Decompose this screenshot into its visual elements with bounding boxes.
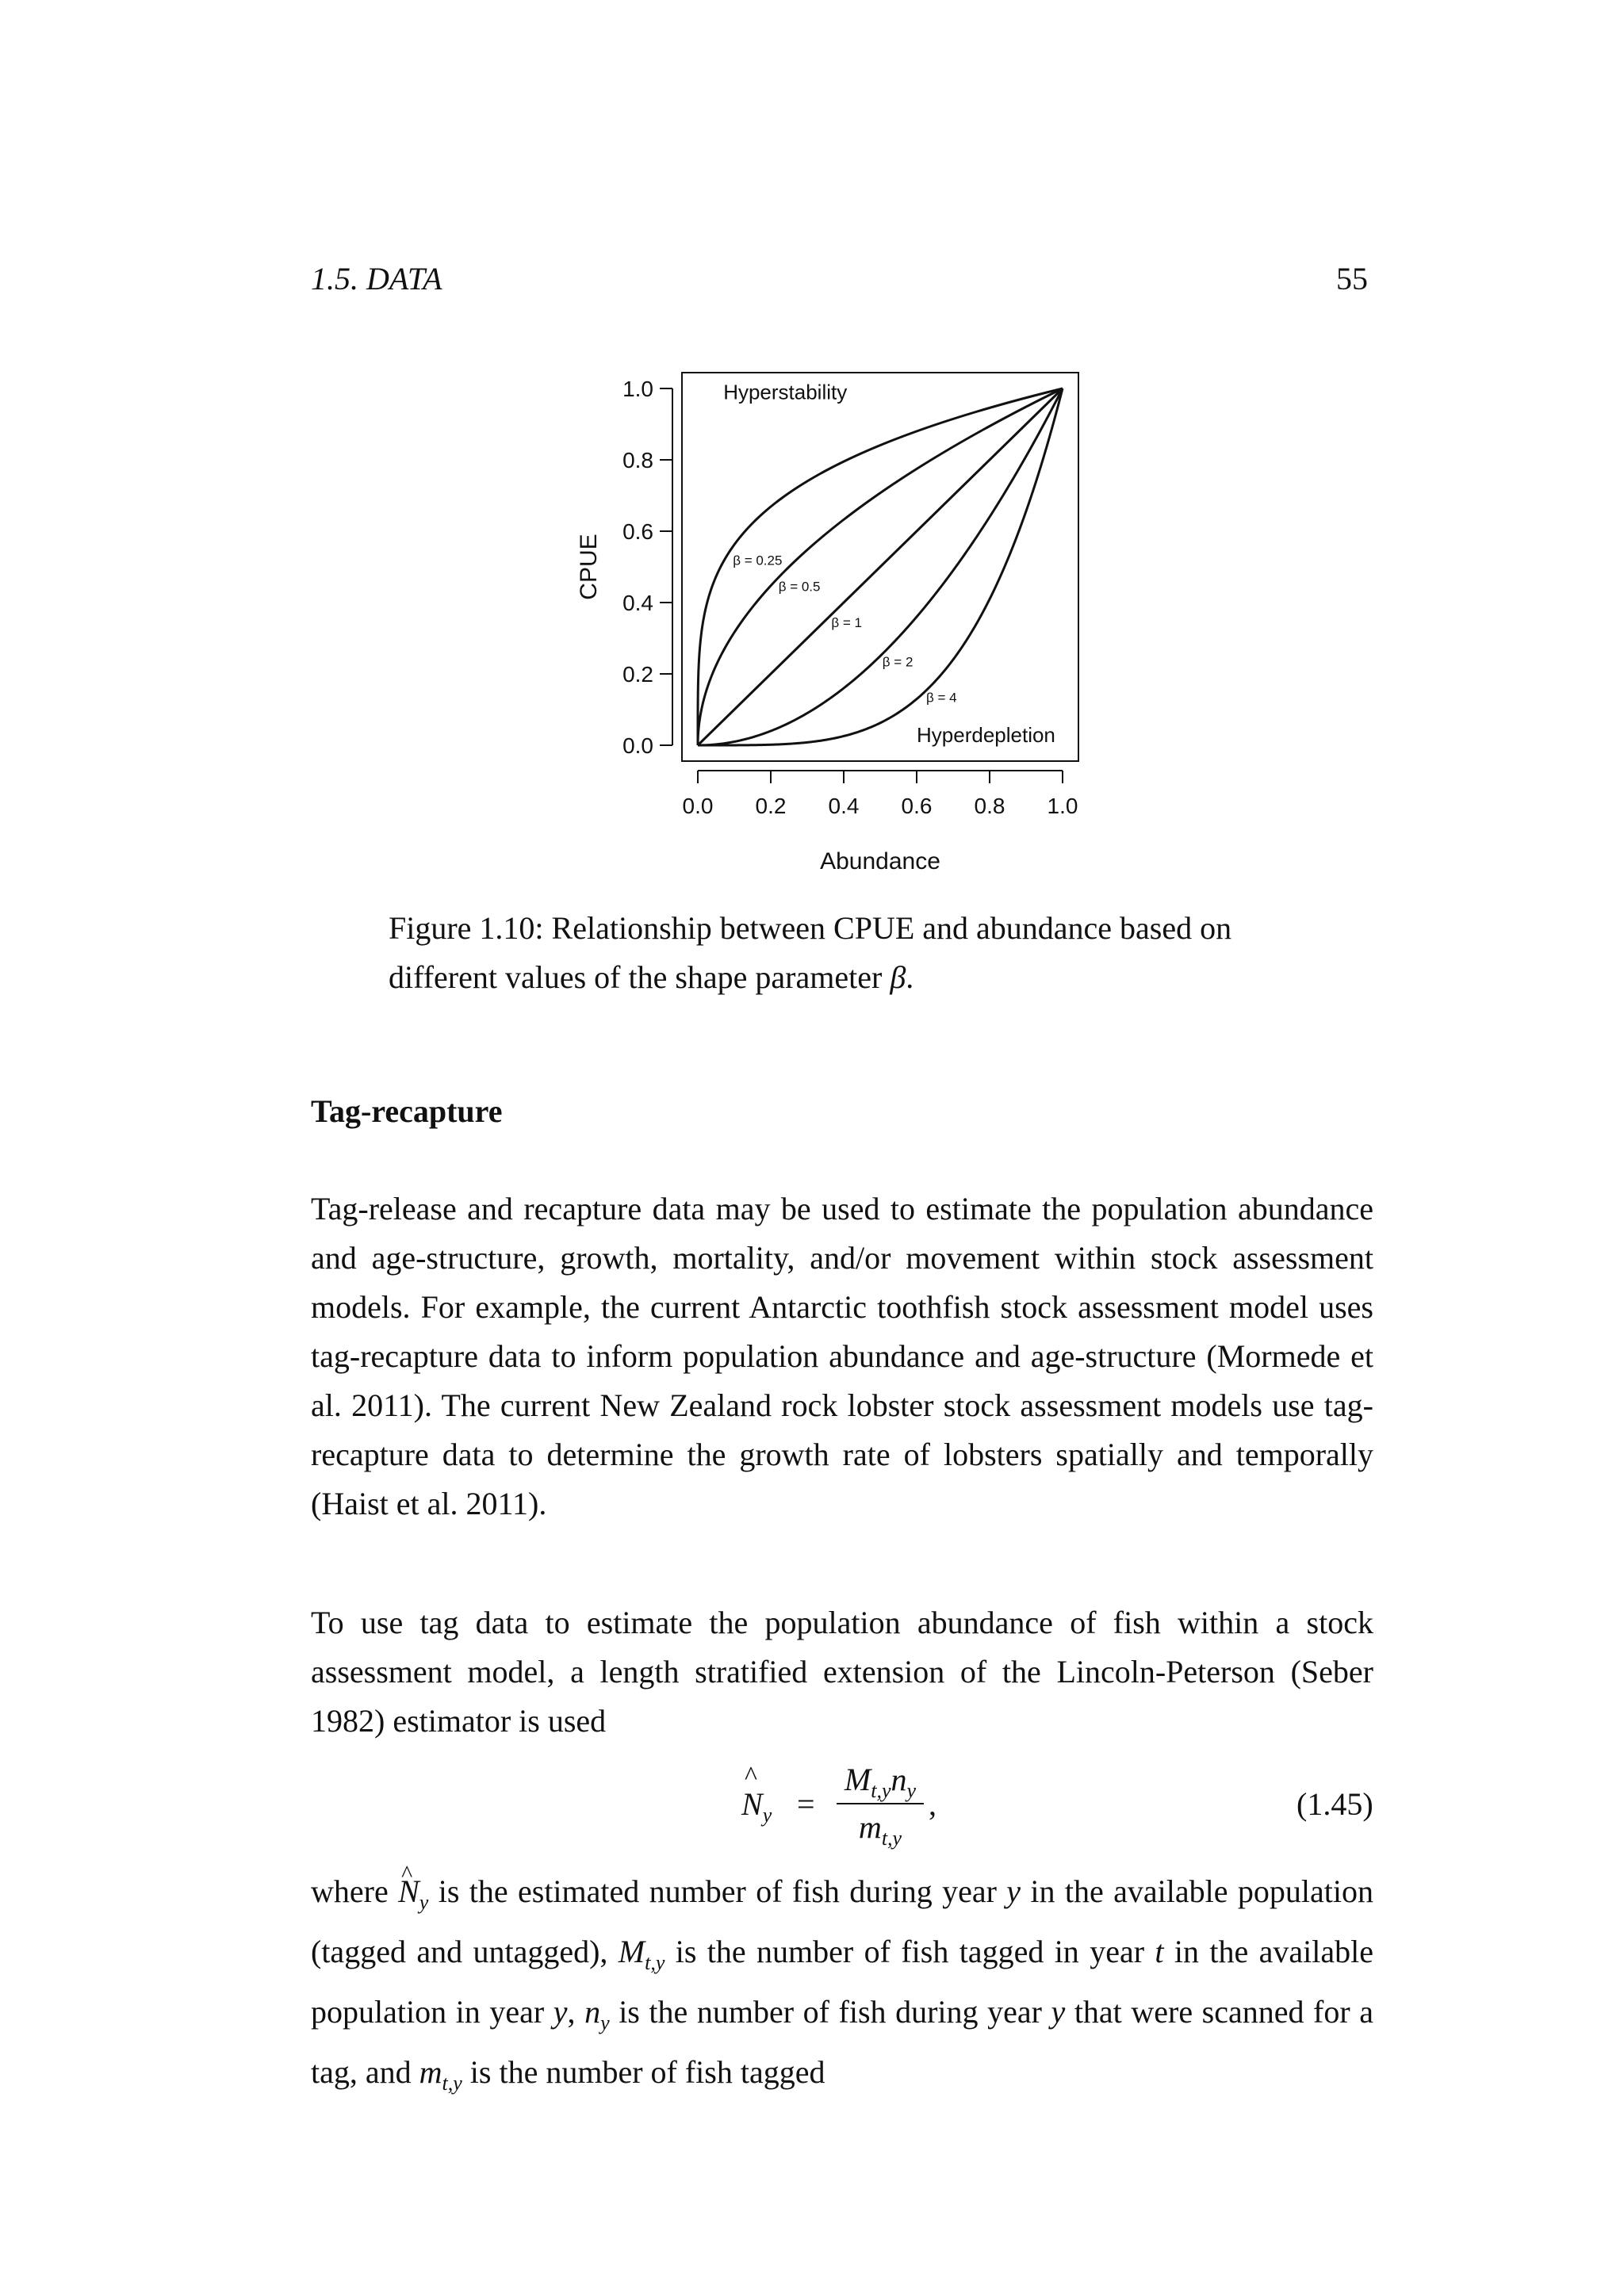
paragraph-1: Tag-release and recapture data may be used to estimate the population abundance and age-structure, growth, mortality, and/or movement within stock assessment models. For example, the current Antarctic toothfish stock assessment model uses tag-recapture data to inform population abundance and age-structure (Mormede et al. 2011). The current New Zealand rock lobster stock assessment models use tag-recapture data to determine the growth rate of lobsters spatially and temporally (Haist et al. 2011). bbox=[311, 1191, 1373, 1521]
y-tick-label-4: 0.8 bbox=[622, 448, 653, 473]
caption-beta: β bbox=[890, 959, 906, 995]
annotation-hyperstability: Hyperstability bbox=[723, 380, 848, 404]
x-tick-label-5: 1.0 bbox=[1047, 794, 1078, 818]
equation-number: (1.45) bbox=[1297, 1786, 1373, 1822]
x-tick-label-3: 0.6 bbox=[901, 794, 933, 818]
eq-denominator: $m_{t,y}$ bbox=[858, 1809, 902, 1850]
caption-end: . bbox=[906, 959, 914, 995]
y-tick-label-3: 0.6 bbox=[622, 519, 653, 544]
x-tick-label-4: 0.8 bbox=[974, 794, 1005, 818]
curve-label-2: β = 1 bbox=[831, 615, 863, 630]
x-tick-label-2: 0.4 bbox=[828, 794, 860, 818]
y-tick-label-2: 0.4 bbox=[622, 591, 653, 615]
eq-comma: , bbox=[929, 1786, 936, 1822]
section-heading: Tag-recapture bbox=[311, 1093, 503, 1129]
page-number: 55 bbox=[1336, 261, 1368, 297]
paragraph-2: To use tag data to estimate the population abundance of fish within a stock assessment model, a length stratified extension of the Lincoln-Peterson (Seber 1982) estimator is used bbox=[311, 1605, 1373, 1739]
running-head: 1.5. DATA bbox=[311, 261, 442, 297]
eq-fraction bbox=[837, 1760, 924, 1850]
caption-text: Figure 1.10: Relationship between CPUE and abundance based on different values of the shape parameter bbox=[389, 910, 1232, 995]
curve-label-0: β = 0.25 bbox=[733, 553, 783, 568]
y-tick-label-0: 0.0 bbox=[622, 733, 653, 758]
y-tick-label-5: 1.0 bbox=[622, 377, 653, 401]
curve-label-4: β = 4 bbox=[926, 690, 957, 706]
figure-caption bbox=[389, 904, 1324, 1002]
eq-lhs: ^ $N_y$ bbox=[741, 1762, 772, 1827]
paragraph-3: where ^ $N_y$ is the estimated number of fish during year y in the available population (tagged and untagged), $M_{t,y}$ is the number of fish tagged in year t in the available population in year y, $n_y$ is the number of fish during year y that were scanned for a tag, and $m_{t,y}$ is the number of fish tagged bbox=[311, 1867, 1373, 2108]
annotation-hyperdepletion: Hyperdepletion bbox=[917, 723, 1055, 747]
x-axis-title: Abundance bbox=[820, 848, 940, 872]
x-tick-label-0: 0.0 bbox=[682, 794, 714, 818]
equation-1-45 bbox=[741, 1760, 1138, 1863]
cpue-abundance-chart bbox=[555, 349, 1158, 872]
x-tick-label-1: 0.2 bbox=[755, 794, 787, 818]
eq-equals: = bbox=[797, 1786, 815, 1822]
curve-label-3: β = 2 bbox=[882, 654, 914, 670]
eq-numerator: $M_{t,y}n_y$ bbox=[844, 1762, 917, 1802]
y-axis-title: CPUE bbox=[576, 534, 602, 600]
curve-label-1: β = 0.5 bbox=[778, 579, 821, 595]
y-tick-label-1: 0.2 bbox=[622, 662, 653, 687]
